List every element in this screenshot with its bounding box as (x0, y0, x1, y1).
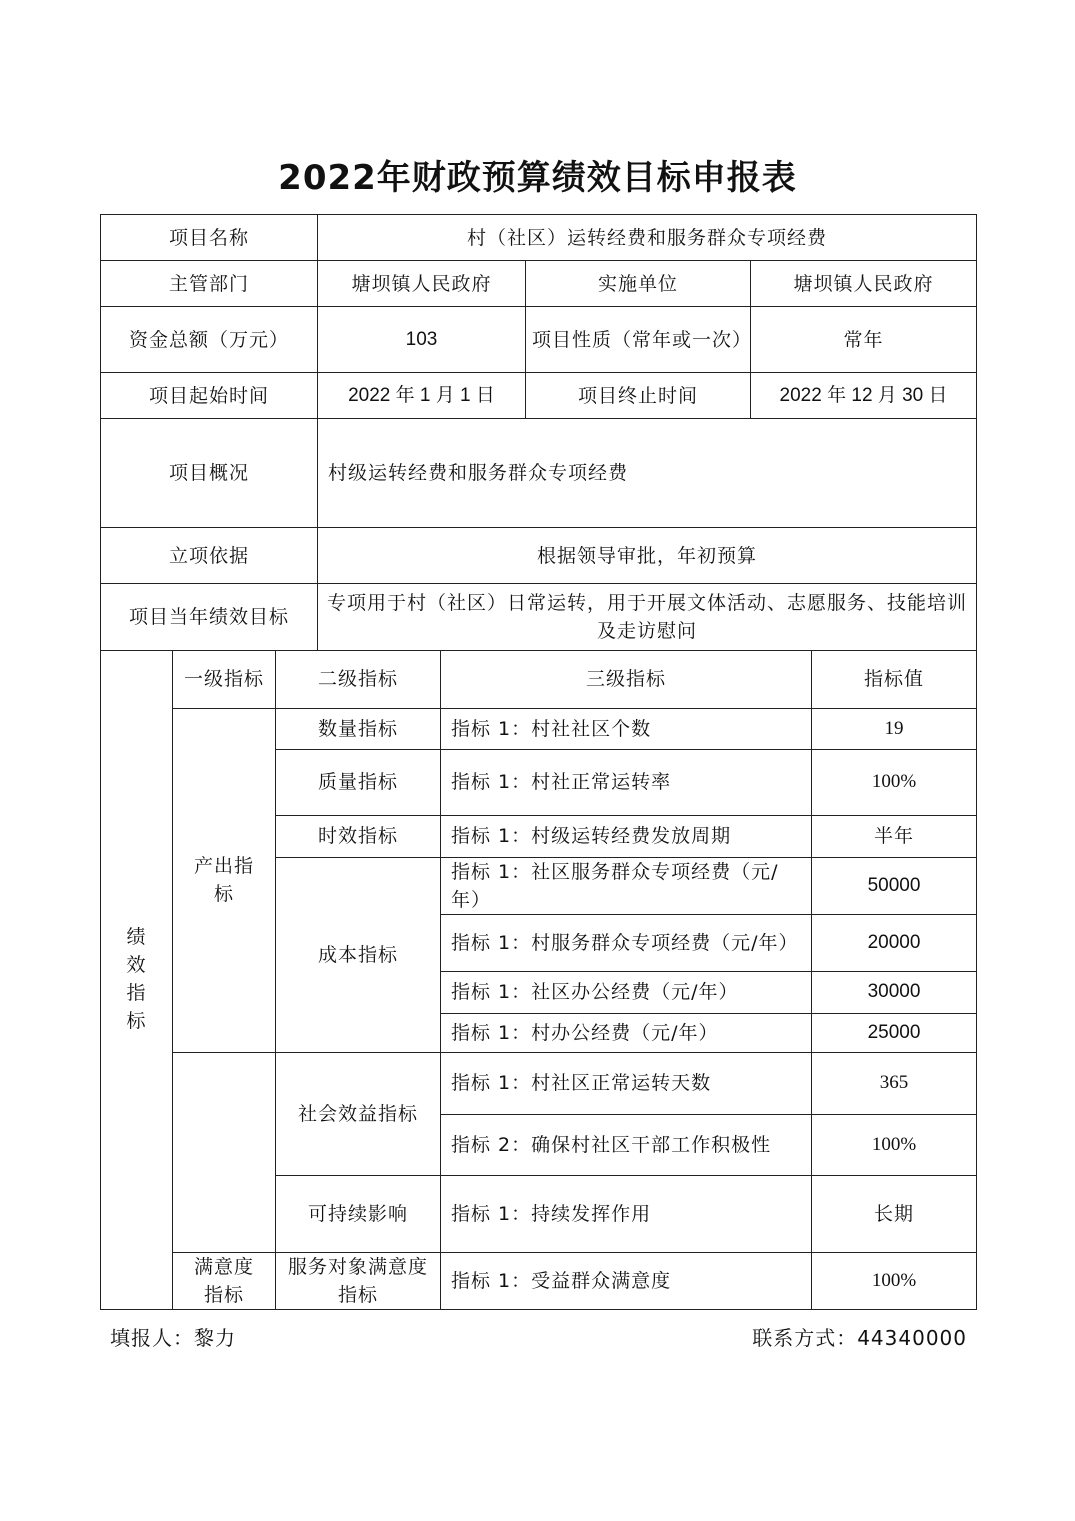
dept-label: 主管部门 (101, 261, 318, 307)
table-row-value: 365 (812, 1052, 977, 1114)
table-row-name: 指标 1：村社社区个数 (441, 708, 812, 749)
service-satisfaction-indicator-label: 服务对象满意度指标 (276, 1252, 441, 1309)
table-row-value: 19 (812, 708, 977, 749)
basic-info-table (100, 214, 977, 651)
end-label: 项目终止时间 (526, 373, 751, 419)
table-row-value: 100% (812, 749, 977, 815)
table-row-name: 指标 1：村级运转经费发放周期 (441, 815, 812, 857)
table-row-value: 30000 (812, 971, 977, 1013)
overview-value: 村级运转经费和服务群众专项经费 (318, 419, 977, 528)
cost-indicator-label: 成本指标 (276, 857, 441, 1052)
table-row-value: 100% (812, 1114, 977, 1175)
table-row-name: 指标 2：确保村社区干部工作积极性 (441, 1114, 812, 1175)
project-name-label: 项目名称 (101, 215, 318, 261)
header-level3: 三级指标 (441, 650, 812, 708)
table-row-value: 半年 (812, 815, 977, 857)
page-title: 2022年财政预算绩效目标申报表 (278, 158, 797, 198)
table-row-name: 指标 1：村服务群众专项经费（元/年） (441, 914, 812, 971)
basis-label: 立项依据 (101, 528, 318, 584)
end-value: 2022 年 12 月 30 日 (751, 373, 977, 419)
indicators-table (100, 650, 977, 1310)
fund-label: 资金总额（万元） (101, 307, 318, 373)
basis-value: 根据领导审批，年初预算 (318, 528, 977, 584)
satisfaction-indicator-label: 满意度指标 (173, 1252, 276, 1309)
reporter-label: 填报人：黎力 (110, 1326, 236, 1350)
unit-label: 实施单位 (526, 261, 751, 307)
fund-value: 103 (318, 307, 526, 373)
table-row-name: 指标 1：村社正常运转率 (441, 749, 812, 815)
performance-indicators-label: 绩效指标 (101, 650, 173, 1309)
start-value: 2022 年 1 月 1 日 (318, 373, 526, 419)
effect-indicators-empty (173, 1052, 276, 1252)
overview-label: 项目概况 (101, 419, 318, 528)
table-row-value: 长期 (812, 1175, 977, 1252)
table-row-value: 50000 (812, 857, 977, 914)
table-row-value: 100% (812, 1252, 977, 1309)
table-row-name: 指标 1：持续发挥作用 (441, 1175, 812, 1252)
social-benefit-indicator-label: 社会效益指标 (276, 1052, 441, 1175)
contact-label: 联系方式：44340000 (752, 1326, 967, 1350)
table-row-value: 25000 (812, 1013, 977, 1052)
timeliness-indicator-label: 时效指标 (276, 815, 441, 857)
table-row-name: 指标 1：村社区正常运转天数 (441, 1052, 812, 1114)
goal-value: 专项用于村（社区）日常运转，用于开展文体活动、志愿服务、技能培训及走访慰问 (318, 584, 977, 651)
header-value: 指标值 (812, 650, 977, 708)
quality-indicator-label: 质量指标 (276, 749, 441, 815)
goal-label: 项目当年绩效目标 (101, 584, 318, 651)
start-label: 项目起始时间 (101, 373, 318, 419)
header-level2: 二级指标 (276, 650, 441, 708)
nature-value: 常年 (751, 307, 977, 373)
table-row-name: 指标 1：受益群众满意度 (441, 1252, 812, 1309)
quantity-indicator-label: 数量指标 (276, 708, 441, 749)
sustainable-impact-label: 可持续影响 (276, 1175, 441, 1252)
table-row-value: 20000 (812, 914, 977, 971)
output-indicators-label: 产出指标 (173, 708, 276, 1052)
table-row-name: 指标 1：社区服务群众专项经费（元/年） (441, 857, 812, 914)
table-row-name: 指标 1：社区办公经费（元/年） (441, 971, 812, 1013)
dept-value: 塘坝镇人民政府 (318, 261, 526, 307)
unit-value: 塘坝镇人民政府 (751, 261, 977, 307)
project-name-value: 村（社区）运转经费和服务群众专项经费 (318, 215, 977, 261)
header-level1: 一级指标 (173, 650, 276, 708)
table-row-name: 指标 1：村办公经费（元/年） (441, 1013, 812, 1052)
nature-label: 项目性质（常年或一次） (526, 307, 751, 373)
